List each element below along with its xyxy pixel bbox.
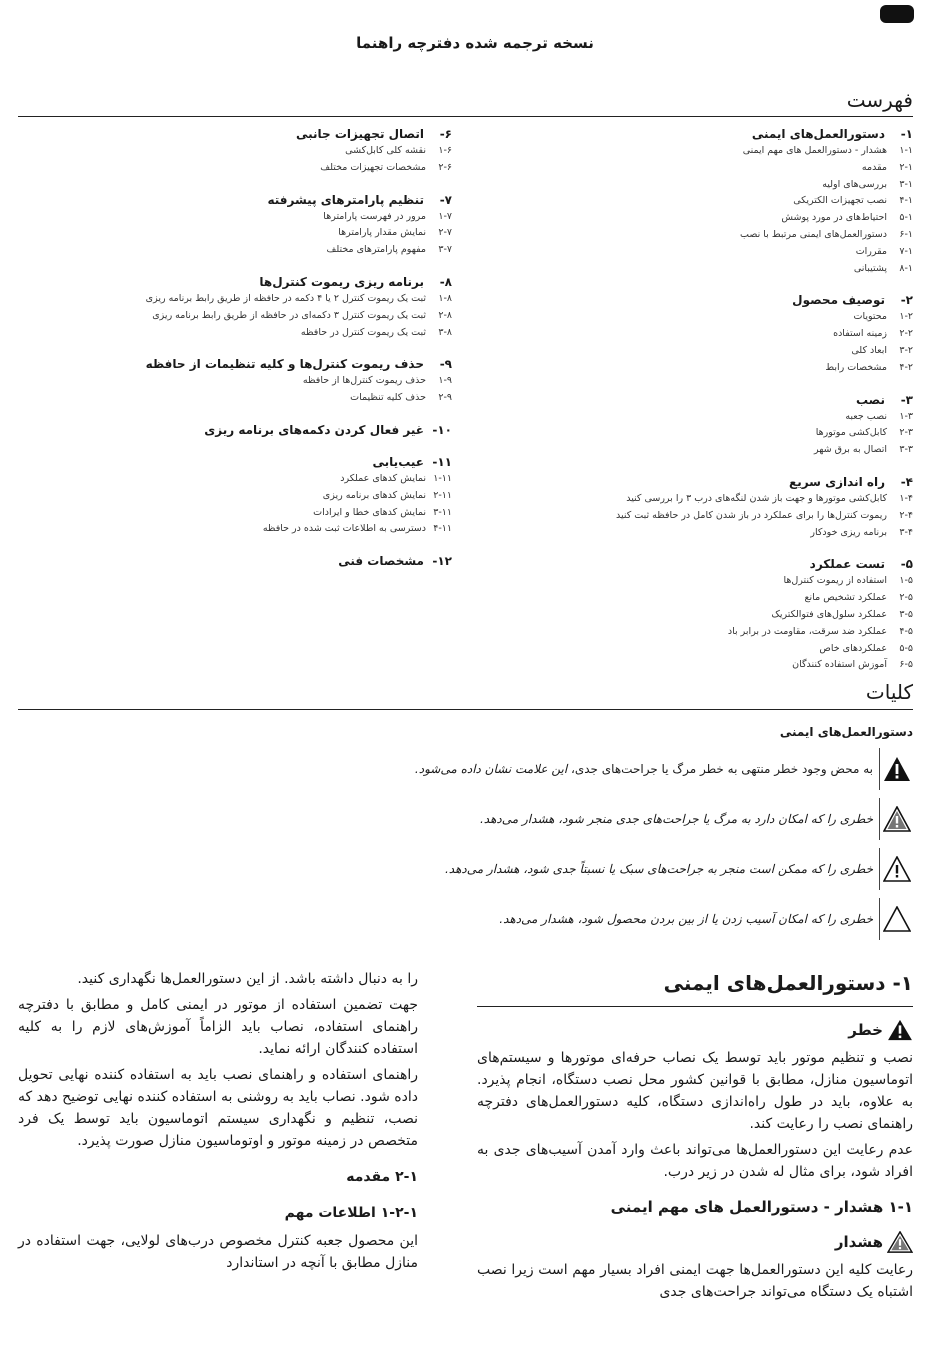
toc-item-number: ۳-۵ (899, 608, 913, 620)
danger-description: به محض وجود خطر منتهی به خطر مرگ یا جراحت‌های جدی، این علامت نشان داده می‌شود. (414, 762, 873, 776)
toc-item[interactable] (12, 160, 452, 177)
toc-section (513, 125, 913, 277)
toc-item-label: بررسی‌های اولیه (822, 178, 887, 190)
toc-item-label: هشدار - دستورالعمل های مهم ایمنی (742, 145, 887, 156)
toc-section-label: اتصال تجهیزات جانبی (295, 127, 424, 141)
toc-item-label: مرور در فهرست پارامترها (323, 210, 426, 222)
toc-section-title[interactable] (12, 453, 452, 471)
toc-item-label: عملکردهای خاص (819, 642, 887, 654)
toc-item[interactable] (513, 309, 913, 326)
toc-item[interactable] (513, 261, 913, 278)
toc-section (12, 191, 452, 259)
safety-instructions-title: دستورالعمل‌های ایمنی (779, 725, 913, 739)
training-paragraph: جهت تضمین استفاده از موتور در ایمنی کامل و مطابق با دفترچه راهنمای استفاده، نصاب باید الزاماً آموزش‌های لازم را به کلیه استفاده کنندگان ارائه نماید. (18, 997, 418, 1057)
caution-description: خطری را که ممکن است منجر به جراحت‌های سبک یا نسبتاً جدی شود، هشدار می‌دهد. (444, 862, 873, 876)
toc-section (513, 391, 913, 459)
toc-item-label: عملکرد ضد سرقت، مقاومت در برابر باد (727, 625, 887, 637)
toc-section-title[interactable] (12, 552, 452, 570)
subsection-title-introduction: ۲-۱ مقدمه (346, 1169, 418, 1185)
toc-item-label: پشتیبانی (853, 262, 887, 274)
toc-item[interactable] (12, 209, 452, 226)
toc-item[interactable] (513, 193, 913, 210)
toc-section-label: برنامه ریزی ریموت کنترل‌ها (259, 274, 424, 289)
toc-item-label: نمایش کدهای برنامه ریزی (322, 489, 426, 501)
toc-item-label: ریموت کنترل‌ها را برای عملکرد در باز شدن کامل در حافظه ثبت کنید (616, 509, 887, 521)
toc-item-number: ۵-۵ (899, 642, 913, 654)
toc-item-number: ۱-۲ (899, 311, 913, 323)
toc-section-number: ۳- (900, 392, 913, 407)
toc-item[interactable] (12, 373, 452, 390)
danger-consequence-paragraph: عدم رعایت این دستورالعمل‌ها می‌تواند باعث وارد آمدن آسیب‌های جدی به افراد شود، برای مثال له شدن در زیر درب. (477, 1142, 913, 1180)
toc-item-number: ۴-۱ (899, 195, 913, 207)
toc-item-label: کابل‌کشی موتورها (815, 427, 887, 439)
toc-section-label: غیر فعال کردن دکمه‌های برنامه ریزی (204, 422, 424, 437)
toc-left-column (12, 125, 452, 584)
toc-section (513, 291, 913, 376)
toc-item-number: ۳-۴ (899, 526, 913, 538)
section-title-safety: ۱- دستورالعمل‌های ایمنی (663, 971, 913, 995)
toc-item[interactable] (513, 624, 913, 641)
toc-item[interactable] (513, 657, 913, 674)
toc-item[interactable] (12, 505, 452, 522)
general-heading: کلیات (865, 680, 913, 704)
toc-item-label: ثبت یک ریموت کنترل ۲ یا ۴ دکمه در حافظه از طریق رابط برنامه ریزی (145, 292, 426, 304)
toc-item-number: ۱-۳ (899, 410, 913, 422)
toc-section-number: ۲- (900, 293, 913, 308)
toc-item-label: نصب تجهیزات الکتریکی (793, 195, 887, 207)
toc-item[interactable] (513, 607, 913, 624)
toc-section-number: ۴- (900, 474, 913, 489)
toc-section (12, 552, 452, 570)
toc-section-label: نصب (855, 392, 885, 407)
subsection-title-warning: ۱-۱ هشدار - دستورالعمل های مهم ایمنی (610, 1198, 913, 1216)
toc-section-title[interactable] (12, 191, 452, 209)
toc-item-label: نمایش مقدار پارامترها (338, 227, 426, 239)
toc-section-title[interactable] (513, 555, 913, 573)
toc-item-number: ۲-۱۱ (433, 489, 452, 501)
toc-item-label: برنامه ریزی خودکار (810, 526, 887, 538)
toc-item[interactable] (513, 525, 913, 542)
warning-icon (887, 1231, 913, 1253)
toc-section-label: عیب‌یابی (372, 454, 424, 469)
safety-symbol-row (353, 898, 913, 940)
toc-item[interactable] (12, 291, 452, 308)
notice-description: خطری را که امکان آسیب زدن یا از بین بردن محصول شود، هشدار می‌دهد. (499, 912, 873, 926)
toc-item[interactable] (513, 160, 913, 177)
toc-item-number: ۱-۹ (438, 375, 452, 387)
toc-item-number: ۳-۱۱ (433, 506, 452, 518)
toc-heading: فهرست (846, 88, 913, 112)
toc-section-label: مشخصات فنی (338, 554, 424, 569)
toc-item-number: ۲-۴ (899, 509, 913, 521)
toc-item-label: مشخصات تجهیزات مختلف (320, 161, 426, 173)
toc-section-title[interactable] (513, 391, 913, 409)
toc-item-number: ۸-۱ (899, 262, 913, 274)
toc-section-label: حذف ریموت کنترل‌ها و کلیه تنظیمات از حافظه (145, 357, 424, 372)
toc-item-number: ۳-۸ (438, 326, 452, 338)
toc-item-label: دستورالعمل‌های ایمنی مرتبط با نصب (740, 228, 887, 240)
warning-description: خطری را که امکان دارد به مرگ یا جراحت‌های جدی منجر شود، هشدار می‌دهد. (479, 812, 873, 826)
danger-icon (879, 748, 913, 790)
toc-item-number: ۱-۴ (899, 492, 913, 504)
toc-item-number: ۱-۷ (438, 210, 452, 222)
toc-section (513, 555, 913, 674)
body-right-column (477, 968, 913, 1307)
toc-item[interactable] (513, 491, 913, 508)
toc-section-title[interactable] (513, 291, 913, 309)
toc-section (12, 453, 452, 538)
toc-divider (18, 116, 913, 117)
toc-section-number: ۵- (900, 557, 913, 572)
toc-item-label: حذف ریموت کنترل‌ها از حافظه (302, 375, 426, 387)
general-divider (18, 709, 913, 710)
toc-item-number: ۵-۱ (899, 212, 913, 224)
toc-item-label: عملکرد تشخیص مانع (804, 592, 887, 604)
toc-right-column (513, 125, 913, 688)
toc-item-number: ۲-۸ (438, 309, 452, 321)
toc-item-label: نمایش کدهای خطا و ایرادات (313, 506, 426, 518)
toc-item-number: ۲-۳ (899, 427, 913, 439)
toc-item-label: حذف کلیه تنظیمات (350, 392, 426, 404)
keep-instructions-paragraph: را به دنبال داشته باشد. از این دستورالعمل‌ها نگهداری کنید. (77, 971, 418, 987)
toc-item-number: ۱-۱۱ (433, 472, 452, 484)
toc-item-number: ۱-۵ (899, 575, 913, 587)
toc-section-label: توصیف محصول (792, 293, 885, 308)
toc-section-number: ۱۲- (432, 554, 452, 569)
toc-item[interactable] (12, 242, 452, 259)
toc-section-label: تست عملکرد (809, 557, 885, 572)
toc-section (12, 125, 452, 177)
toc-item-label: مقررات (855, 245, 887, 257)
toc-item[interactable] (513, 641, 913, 658)
toc-item-number: ۲-۵ (899, 592, 913, 604)
toc-item[interactable] (513, 508, 913, 525)
toc-item-number: ۱-۶ (438, 145, 452, 156)
toc-item[interactable] (513, 573, 913, 590)
toc-section (12, 421, 452, 439)
toc-section-number: ۸- (439, 274, 452, 289)
toc-item-number: ۱-۸ (438, 292, 452, 304)
handover-paragraph: راهنمای استفاده و راهنمای نصب باید به استفاده کننده نهایی تحویل داده شود. نصاب باید به روشنی به استفاده کننده نهایی توضیح دهد که نصب، تنظیم و نگهداری سیستم اتوماسیون باید توسط یک فرد متخصص در زمینه موتور و اوتوماسیون منازل صورت پذیرد. (18, 1067, 418, 1149)
toc-item-number: ۳-۱ (899, 178, 913, 190)
danger-label: خطر (477, 1019, 913, 1041)
toc-item-number: ۶-۱ (899, 228, 913, 240)
toc-item-number: ۷-۱ (899, 245, 913, 257)
toc-item[interactable] (12, 471, 452, 488)
language-badge (880, 5, 914, 23)
subsubsection-title-important-info: ۱-۲-۱ اطلاعات مهم (284, 1205, 418, 1221)
toc-item-label: عملکرد سلول‌های فتوالکتریک (771, 608, 887, 620)
toc-item[interactable] (12, 225, 452, 242)
toc-section-number: ۷- (439, 192, 452, 207)
toc-item-label: زمینه استفاده (833, 328, 887, 340)
toc-item-label: محتویات (853, 311, 887, 323)
toc-section-number: ۹- (439, 357, 452, 372)
toc-section-label: راه اندازی سریع (789, 474, 885, 489)
toc-item-number: ۳-۲ (899, 344, 913, 356)
toc-section-label: تنظیم پارامترهای پیشرفته (267, 192, 424, 207)
toc-item[interactable] (513, 360, 913, 377)
body-left-column (18, 968, 418, 1278)
toc-item[interactable] (12, 521, 452, 538)
toc-item[interactable] (12, 325, 452, 342)
toc-item[interactable] (513, 143, 913, 160)
toc-item-number: ۳-۳ (899, 444, 913, 456)
toc-section-title[interactable] (513, 473, 913, 491)
toc-section (513, 473, 913, 541)
toc-item[interactable] (12, 308, 452, 325)
toc-item[interactable] (12, 390, 452, 407)
toc-item-label: استفاده از ریموت کنترل‌ها (783, 575, 887, 587)
toc-item-number: ۶-۵ (899, 659, 913, 671)
document-title: نسخه ترجمه شده دفترچه راهنما (356, 34, 594, 52)
toc-section-title[interactable] (12, 355, 452, 373)
toc-item-number: ۲-۹ (438, 392, 452, 404)
toc-item-number: ۱-۱ (899, 145, 913, 156)
toc-section-number: ۱۱- (432, 454, 452, 469)
toc-item[interactable] (513, 590, 913, 607)
safety-symbol-row (353, 798, 913, 840)
notice-icon (879, 898, 913, 940)
product-description-paragraph: این محصول جعبه کنترل مخصوص درب‌های لولایی، جهت استفاده در منازل مطابق با آنچه در استاندارد (18, 1233, 418, 1271)
toc-item[interactable] (513, 210, 913, 227)
toc-section-number: ۱۰- (432, 422, 452, 437)
toc-section (12, 355, 452, 407)
toc-item-label: ابعاد کلی (851, 344, 887, 356)
toc-item-label: نمایش کدهای عملکرد (340, 472, 426, 484)
toc-item-label: نقشه کلی کابل‌کشی (345, 145, 426, 156)
toc-item-label: آموزش استفاده کنندگان (792, 659, 887, 671)
toc-item-label: مقدمه (861, 161, 887, 173)
toc-item-label: احتیاط‌های در مورد پوشش (781, 212, 887, 224)
warning-label: هشدار (477, 1231, 913, 1253)
toc-item-label: مشخصات رابط (825, 361, 887, 373)
toc-item[interactable] (513, 244, 913, 261)
toc-item[interactable] (513, 425, 913, 442)
toc-item[interactable] (513, 326, 913, 343)
toc-section (12, 273, 452, 341)
toc-item[interactable] (513, 409, 913, 426)
toc-item-label: ثبت یک ریموت کنترل ۳ دکمه‌ای در حافظه از طریق رابط برنامه ریزی (152, 309, 426, 321)
toc-section-number: ۱- (900, 127, 913, 141)
safety-symbol-row (353, 748, 913, 790)
toc-item[interactable] (12, 488, 452, 505)
warning-paragraph: رعایت کلیه این دستورالعمل‌ها جهت ایمنی افراد بسیار مهم است زیرا نصب اشتباه یک دستگاه می‌تواند جراحت‌های جدی (477, 1262, 913, 1300)
toc-item-number: ۴-۵ (899, 625, 913, 637)
toc-item-number: ۴-۲ (899, 361, 913, 373)
toc-item-number: ۴-۱۱ (433, 523, 452, 535)
toc-item-label: نصب جعبه (845, 410, 887, 422)
toc-section-title[interactable] (12, 273, 452, 291)
toc-section-title[interactable] (513, 125, 913, 143)
toc-item[interactable] (513, 227, 913, 244)
section-title-underline (477, 1006, 913, 1007)
toc-item-label: مفهوم پارامترهای مختلف (326, 244, 426, 256)
toc-item-number: ۲-۷ (438, 227, 452, 239)
caution-icon (879, 848, 913, 890)
danger-icon (887, 1019, 913, 1041)
warning-icon (879, 798, 913, 840)
toc-item-number: ۲-۶ (438, 161, 452, 173)
toc-item[interactable] (12, 143, 452, 160)
safety-symbol-row (353, 848, 913, 890)
toc-item-number: ۲-۲ (899, 328, 913, 340)
toc-section-title[interactable] (12, 125, 452, 143)
toc-item[interactable] (513, 177, 913, 194)
toc-item[interactable] (513, 343, 913, 360)
toc-item[interactable] (513, 442, 913, 459)
toc-section-number: ۶- (439, 127, 452, 141)
toc-item-label: ثبت یک ریموت کنترل در حافظه (300, 326, 426, 338)
toc-section-title[interactable] (12, 421, 452, 439)
danger-paragraph: نصب و تنظیم موتور باید توسط یک نصاب حرفه‌ای موتورها و سیستم‌های اتوماسیون منازل، مطابق با قوانین کشور محل نصب دستگاه، انجام پذیرد. به علاوه، باید در طول راه‌اندازی دستگاه، کلیه دستورالعمل‌های دفترچه راهنمای نصب را رعایت کند. (477, 1050, 913, 1132)
toc-item-number: ۳-۷ (438, 244, 452, 256)
toc-section-label: دستورالعمل‌های ایمنی (751, 127, 885, 141)
toc-item-number: ۲-۱ (899, 161, 913, 173)
toc-item-label: اتصال به برق شهر (814, 444, 887, 456)
toc-item-label: دسترسی به اطلاعات ثبت شده در حافظه (262, 523, 426, 535)
toc-item-label: کابل‌کشی موتورها و جهت باز شدن لنگه‌های درب ۳ را بررسی کنید (626, 492, 887, 504)
